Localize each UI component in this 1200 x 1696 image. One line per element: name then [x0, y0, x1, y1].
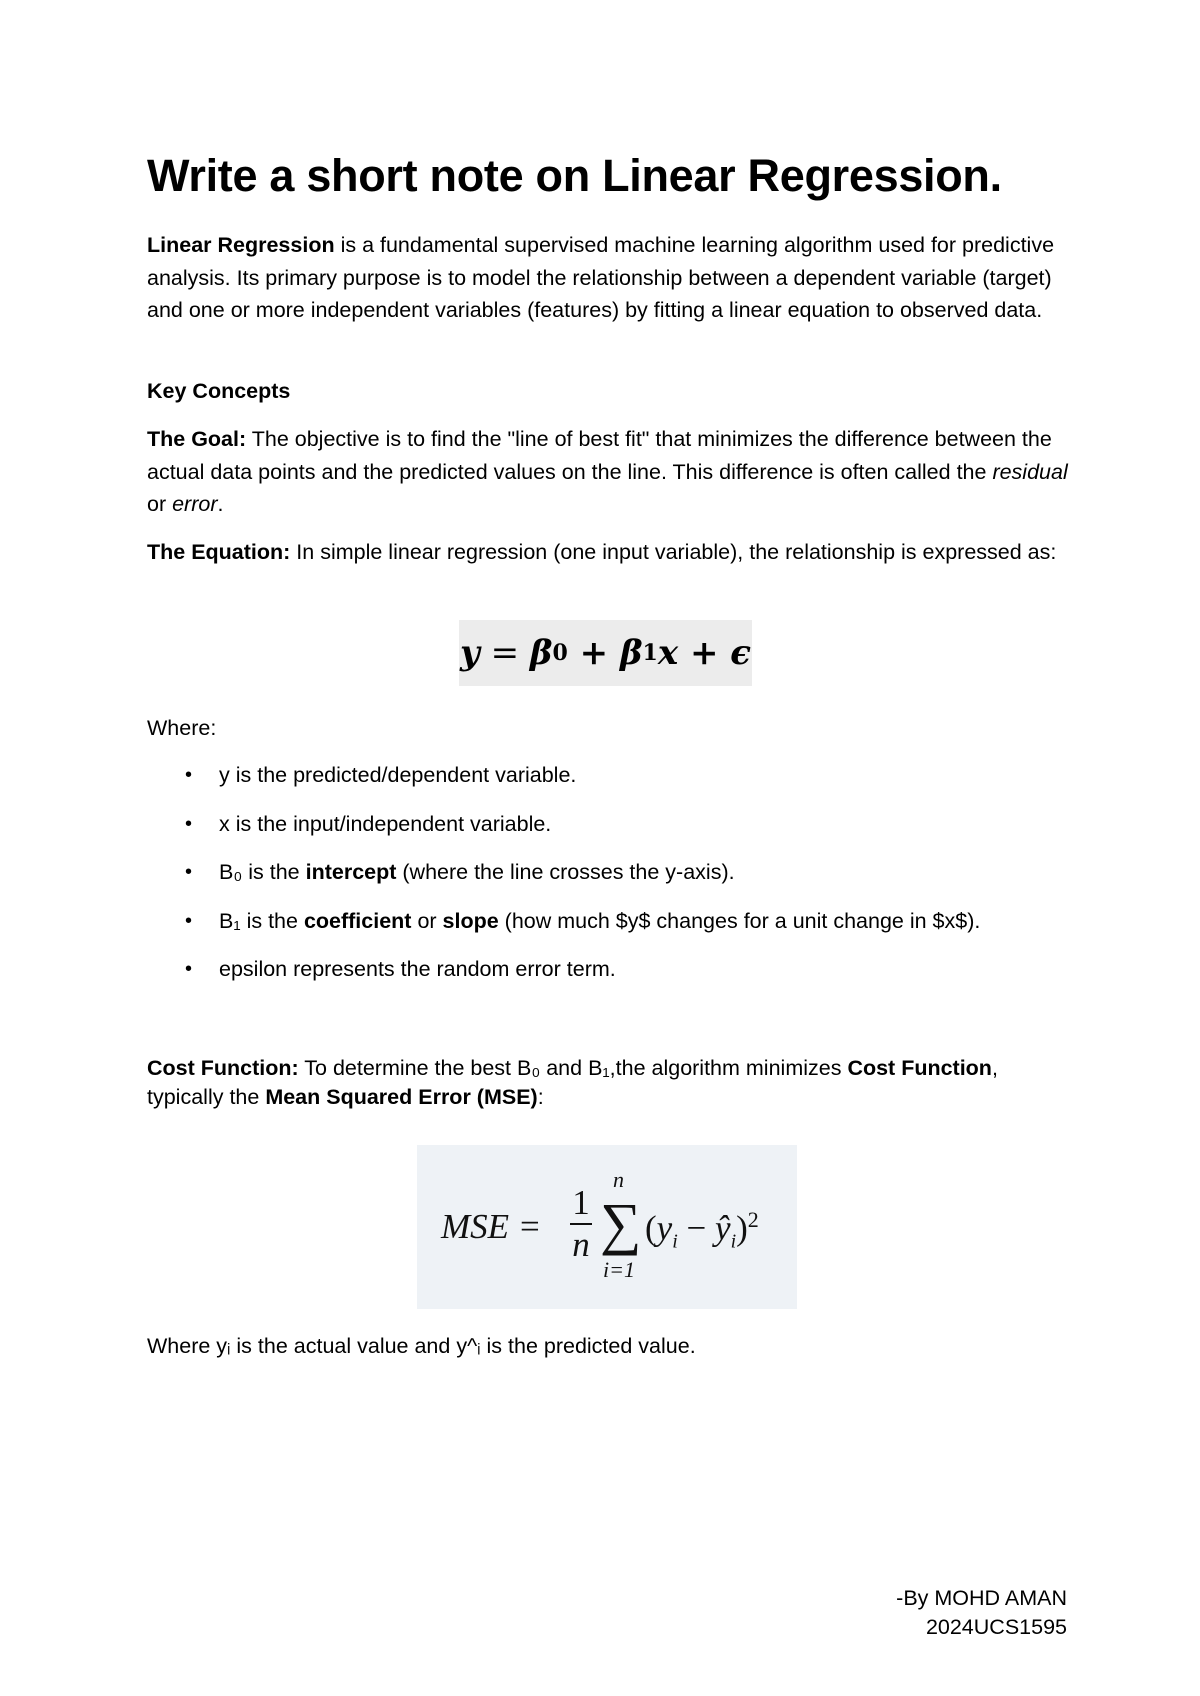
goal-joiner: or	[147, 492, 173, 516]
cost-function-paragraph	[147, 1054, 1072, 1112]
paren-open: (	[645, 1208, 657, 1248]
intro-term: Linear Regression	[147, 233, 335, 257]
list-item-text: y is the predicted/dependent variable.	[219, 763, 577, 787]
formula-sub0: 0	[552, 640, 568, 666]
cost-term: Cost Function	[847, 1056, 992, 1080]
list-item-bold: intercept	[305, 860, 397, 884]
cost-end: :	[537, 1085, 544, 1109]
bullet-icon: •	[185, 958, 193, 980]
cost-text: To determine the best B₀ and B₁,the algorithm minimizes	[298, 1056, 848, 1080]
bullet-icon: •	[185, 861, 193, 883]
cost-label: Cost Function:	[147, 1056, 299, 1080]
mse-lhs: MSE =	[441, 1207, 551, 1246]
formula-equals: =	[479, 633, 530, 673]
goal-text: The objective is to find the "line of best fit" that minimizes the difference between the actual data points and the predicted values on the line. This difference is often called the	[147, 427, 1052, 484]
var-y: y	[656, 1208, 673, 1248]
list-item	[147, 905, 980, 954]
intro-paragraph	[147, 229, 1072, 327]
formula-beta0: β	[529, 633, 553, 673]
mse-fraction	[570, 1185, 592, 1263]
sigma-icon: ∑	[600, 1191, 642, 1256]
signature-name: -By MOHD AMAN	[896, 1586, 1067, 1610]
list-item-text-mid: or	[411, 908, 443, 933]
linear-equation-formula	[459, 620, 752, 686]
formula-plus2: +	[678, 633, 731, 673]
list-item	[147, 953, 980, 1002]
sub-i: i	[730, 1230, 737, 1253]
bullet-icon: •	[185, 909, 193, 932]
list-item-bold2: slope	[442, 908, 499, 933]
where-label: Where:	[147, 716, 217, 740]
mse-formula	[417, 1145, 797, 1309]
where-note: Where yᵢ is the actual value and y^ᵢ is the predicted value.	[147, 1334, 696, 1358]
list-item-bold: coefficient	[303, 908, 412, 933]
bullet-icon: •	[185, 812, 193, 835]
minus-sign: −	[677, 1208, 716, 1248]
goal-label: The Goal:	[147, 427, 247, 451]
equation-label: The Equation:	[147, 540, 291, 564]
list-item-text: x is the input/independent variable.	[219, 811, 552, 836]
goal-term-residual: residual	[992, 459, 1068, 484]
formula-x: x	[657, 633, 679, 673]
equation-paragraph	[147, 536, 1072, 569]
list-item-text-end: (where the line crosses the y-axis).	[396, 860, 735, 884]
cost-term2: Mean Squared Error (MSE)	[265, 1085, 538, 1109]
goal-term-error: error	[172, 492, 218, 516]
bullet-icon: •	[185, 764, 193, 786]
list-item	[147, 759, 980, 808]
formula-epsilon: ϵ	[730, 633, 751, 673]
mse-rhs	[645, 1207, 759, 1254]
sum-upper-limit: n	[613, 1167, 624, 1192]
list-item-text: B₁ is the	[219, 908, 304, 933]
signature-id: 2024UCS1595	[925, 1615, 1067, 1639]
power: 2	[747, 1207, 759, 1232]
list-item-text: epsilon represents the random error term.	[219, 957, 616, 981]
sum-lower-limit: i=1	[603, 1257, 635, 1282]
page-title: Write a short note on Linear Regression.	[147, 150, 1002, 201]
sub-i: i	[672, 1230, 678, 1253]
mse-denominator: n	[572, 1225, 590, 1264]
variable-list	[147, 759, 980, 1002]
list-item	[147, 856, 980, 905]
formula-sub1: 1	[642, 640, 658, 666]
intro-text: is a fundamental supervised machine learning algorithm used for predictive analysis. Its primary purpose is to model the relationship between a dependent variable (target) and one or more independent variables (features) by fitting a linear equation to observed data.	[147, 233, 1055, 322]
mse-numerator: 1	[572, 1183, 590, 1222]
paren-close: )	[736, 1208, 748, 1248]
signature-block	[667, 1584, 1067, 1642]
formula-y: y	[460, 633, 480, 673]
list-item-text-end: (how much $y$ changes for a unit change in $x$).	[498, 908, 981, 933]
equation-text: In simple linear regression (one input variable), the relationship is expressed as:	[290, 540, 1057, 564]
goal-paragraph	[147, 423, 1072, 521]
var-yhat: ŷ	[715, 1208, 731, 1248]
key-concepts-heading: Key Concepts	[147, 379, 291, 403]
formula-beta1: β	[619, 633, 643, 673]
list-item	[147, 808, 980, 857]
list-item-text: B₀ is the	[219, 860, 306, 884]
cost-text2: , typically the	[147, 1056, 998, 1109]
goal-end: .	[217, 492, 224, 516]
formula-plus1: +	[567, 633, 620, 673]
